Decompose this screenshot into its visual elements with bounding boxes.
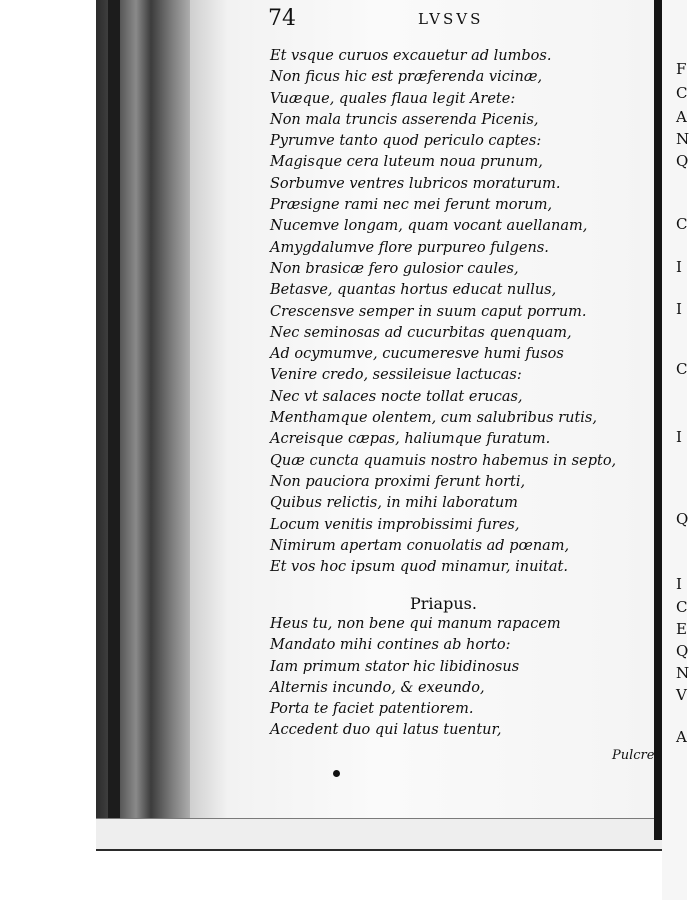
margin-letter: A: [676, 728, 687, 746]
margin-letter: I: [676, 300, 682, 318]
verse-line: Amygdalumve flore purpureo fulgens.: [270, 239, 549, 256]
verse-line: Et vsque curuos excauetur ad lumbos.: [270, 48, 552, 64]
verse-line: Vuæque, quales flaua legit Arete:: [270, 90, 516, 107]
page-header: [268, 6, 608, 36]
verse-line: Præsigne rami nec mei ferunt morum,: [270, 197, 553, 214]
verse-line: Non ficus hic est præferenda vicinæ,: [270, 69, 543, 86]
verse-line: Quibus relictis, in mihi laboratum: [270, 495, 518, 512]
verse-block: [270, 46, 650, 578]
margin-letter: C: [676, 598, 688, 616]
verse-line: Nec vt salaces nocte tollat erucas,: [270, 388, 523, 405]
verse-line: Non brasicæ fero gulosior caules,: [270, 260, 519, 277]
facing-page-edge: [654, 0, 662, 840]
verse-line: Crescensve semper in suum caput porrum.: [270, 303, 587, 320]
verse-line: Sorbumve ventres lubricos moraturum.: [270, 175, 561, 192]
page-bottom-edge: [96, 818, 666, 851]
verse-line: Iam primum stator hic libidinosus: [270, 658, 520, 675]
margin-letter: C: [676, 84, 688, 102]
margin-letter: Q: [676, 642, 689, 660]
verse-line: Quæ cuncta quamuis nostro habemus in septo,: [270, 452, 617, 469]
margin-letter: C: [676, 215, 688, 233]
verse-line: Nucemve longam, quam vocant auellanam,: [270, 218, 588, 235]
margin-letter: V: [676, 686, 687, 704]
ink-blot: [333, 770, 340, 777]
verse-line: Accedent duo qui latus tuentur,: [270, 722, 502, 739]
verse-line: Magisque cera luteum noua prunum,: [270, 154, 543, 171]
page-number: 74: [268, 6, 296, 31]
verse-line: Non mala truncis asserenda Picenis,: [270, 111, 539, 128]
verse-line: Acreisque cæpas, haliumque furatum.: [270, 431, 551, 448]
catchword: Pulcre: [612, 748, 655, 763]
verse-line: Ad ocymumve, cucumeresve humi fusos: [270, 346, 564, 363]
margin-letter: C: [676, 360, 688, 378]
verse-line: Nec seminosas ad cucurbitas quenquam,: [270, 324, 572, 341]
running-title: LVSVS: [418, 10, 484, 28]
margin-letter: Q: [676, 152, 689, 170]
verse-line: Nimirum apertam conuolatis ad pœnam,: [270, 537, 570, 554]
margin-letter: I: [676, 575, 682, 593]
margin-letter: I: [676, 428, 682, 446]
margin-letter: N: [676, 130, 689, 148]
verse-line: Porta te faciet patentiorem.: [270, 701, 474, 718]
verse-block-2: [270, 614, 650, 742]
section-heading: Priapus.: [410, 594, 477, 613]
verse-line: Menthamque olentem, cum salubribus rutis,: [270, 410, 597, 427]
verse-line: Betasve, quantas hortus educat nullus,: [270, 282, 557, 299]
verse-line: Alternis incundo, & exeundo,: [270, 679, 485, 696]
verse-line: Et vos hoc ipsum quod minamur, inuitat.: [270, 559, 568, 576]
verse-line: Pyrumve tanto quod periculo captes:: [270, 133, 542, 150]
verse-line: Non pauciora proximi ferunt horti,: [270, 473, 526, 490]
verse-line: Mandato mihi contines ab horto:: [270, 637, 511, 654]
margin-letter: I: [676, 258, 682, 276]
margin-letter: F: [676, 60, 687, 78]
margin-letter: E: [676, 620, 687, 638]
margin-letter: N: [676, 664, 689, 682]
binding-edge: [108, 0, 120, 845]
margin-letter: Q: [676, 510, 689, 528]
verse-line: Heus tu, non bene qui manum rapacem: [270, 616, 561, 632]
verse-line: Locum venitis improbissimi fures,: [270, 516, 520, 533]
verse-line: Venire credo, sessileisue lactucas:: [270, 367, 522, 384]
margin-letter: A: [676, 108, 687, 126]
